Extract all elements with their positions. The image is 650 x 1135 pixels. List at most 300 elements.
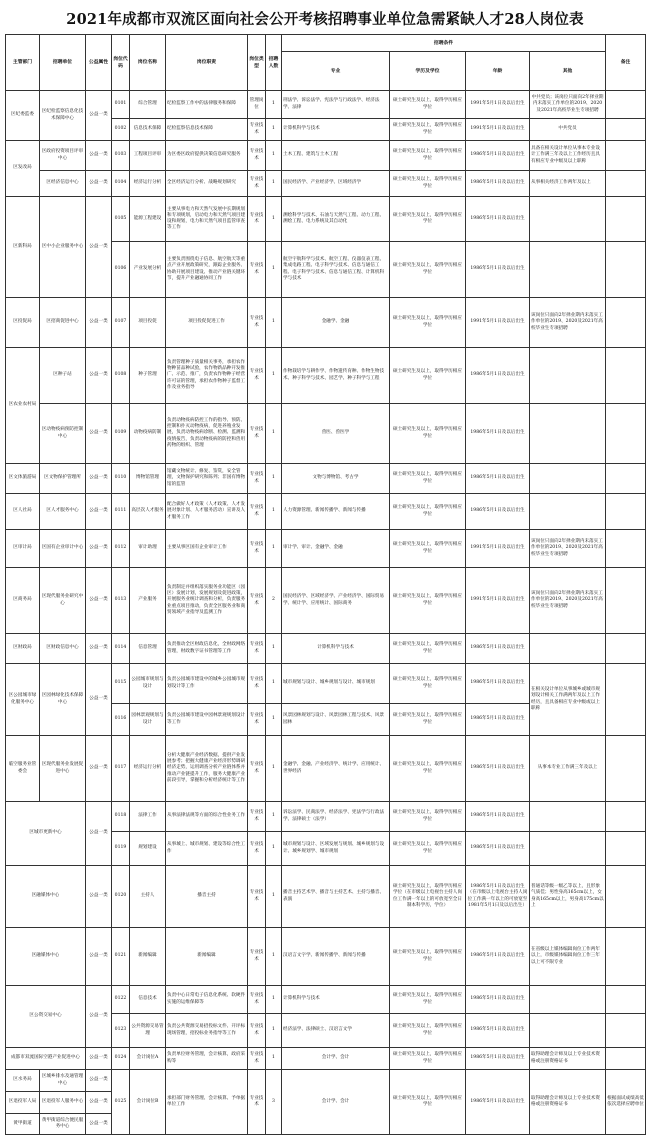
cell-code: 0106 — [112, 242, 130, 298]
cell-type: 专业技术 — [248, 171, 266, 197]
cell-age: 1986年5月1日及以后出生 — [466, 832, 530, 866]
cell-duty: 负责公园城市建设中的城乡公园城市规划设计等工作 — [166, 664, 248, 704]
cell-count: 2 — [266, 568, 282, 634]
cell-other — [530, 197, 606, 242]
cell-age: 1986年5月1日及以后出生 — [466, 494, 530, 530]
cell-remark — [606, 736, 646, 802]
cell-remark — [606, 91, 646, 119]
cell-code: 0125 — [112, 1070, 130, 1135]
table-row — [6, 986, 646, 1014]
cell-code: 0105 — [112, 197, 130, 242]
cell-remark — [606, 832, 646, 866]
cell-code: 0117 — [112, 736, 130, 802]
cell-name: 公园城市规划与设计 — [130, 664, 166, 704]
table-row — [6, 464, 646, 494]
cell-duty: 为区委区政府提供决策信息研究服务 — [166, 141, 248, 171]
cell-edu: 硕士研究生及以上，取得学历相应学位 — [390, 298, 466, 348]
cell-other — [530, 802, 606, 832]
table-row — [6, 141, 646, 171]
cell-edu: 硕士研究生及以上，取得学历相应学位 — [390, 568, 466, 634]
cell-type: 专业技术 — [248, 1014, 266, 1048]
cell-remark — [606, 530, 646, 568]
cell-duty: 分析大健康产业经济数据，提供产业发展参考；把握大健康产业经济形势调研经济走势，运用调查分析产业链体系并推动产业链提升工作，服务大健康产业前段引导，掌握和分析经济统计等工作 — [166, 736, 248, 802]
cell-nature: 公益一类 — [86, 141, 112, 171]
cell-name: 信息技术 — [130, 986, 166, 1014]
cell-edu: 硕士研究生及以上，取得学历相应学位 — [390, 141, 466, 171]
cell-other — [530, 986, 606, 1014]
table-row — [6, 802, 646, 832]
cell-age: 1986年5月1日及以后出生 — [466, 986, 530, 1014]
cell-duty: 负责公园城市建设中园林景观规划设计等工作 — [166, 704, 248, 736]
table-row — [6, 1048, 646, 1070]
col-other: 其他 — [530, 52, 606, 91]
cell-age: 1986年5月1日及以后出生 — [466, 1048, 530, 1070]
cell-code: 0103 — [112, 141, 130, 171]
cell-nature: 公益一类 — [86, 664, 112, 736]
cell-age: 1986年5月1日及以后出生 — [466, 664, 530, 704]
cell-nature: 公益一类 — [86, 634, 112, 664]
cell-dept: 区人社局 — [6, 494, 40, 530]
cell-age: 1986年5月1日及以后出生（在市级以上电视台主持人岗位工作满一年以上的可放宽至1981年5月1日及以后出生） — [466, 866, 530, 928]
cell-major: 风景园林规划与设计、风景园林工程与技术、风景园林 — [282, 704, 390, 736]
cell-nature: 公益一类 — [86, 1048, 112, 1070]
cell-edu: 硕士研究生及以上，取得学历相应学位 — [390, 986, 466, 1014]
cell-edu: 硕士研究生及以上，取得学历相应学位 — [390, 171, 466, 197]
cell-unit: 区纪检监察信息化技术保障中心 — [40, 91, 86, 141]
cell-dept: 区水务局 — [6, 1070, 40, 1092]
cell-age: 1986年5月1日及以后出生 — [466, 404, 530, 464]
cell-nature: 公益一类 — [86, 298, 112, 348]
cell-remark — [606, 197, 646, 242]
cell-type: 专业技术 — [248, 866, 266, 928]
cell-nature: 公益一类 — [86, 404, 112, 464]
cell-duty: 新闻编辑 — [166, 928, 248, 986]
cell-major: 文物与博物馆、考古学 — [282, 464, 390, 494]
cell-unit: 区种子站 — [40, 348, 86, 404]
cell-code: 0112 — [112, 530, 130, 568]
cell-other — [530, 464, 606, 494]
table-row — [6, 404, 646, 464]
cell-count: 1 — [266, 171, 282, 197]
cell-nature: 公益一类 — [86, 568, 112, 634]
cell-type: 专业技术 — [248, 1070, 266, 1135]
cell-other: 从事相关经济工作两年及以上 — [530, 171, 606, 197]
cell-dept: 区融媒体中心 — [6, 928, 86, 986]
cell-count: 1 — [266, 404, 282, 464]
cell-age: 1986年5月1日及以后出生 — [466, 1014, 530, 1048]
cell-code: 0104 — [112, 171, 130, 197]
cell-remark — [606, 1014, 646, 1048]
cell-major: 审计学、审计、金融学、金融 — [282, 530, 390, 568]
cell-nature: 公益一类 — [86, 866, 112, 928]
cell-type: 专业技术 — [248, 664, 266, 704]
cell-other: 取得助理会计师及以上专业技术资格或注册资格证书 — [530, 1070, 606, 1135]
cell-code: 0107 — [112, 298, 130, 348]
cell-dept: 区农业农村局 — [6, 348, 40, 464]
cell-other — [530, 494, 606, 530]
cell-name: 主持人 — [130, 866, 166, 928]
cell-name: 产业发展分析 — [130, 242, 166, 298]
col-conditions: 招聘条件 — [282, 35, 606, 52]
cell-edu: 硕士研究生及以上，取得学历相应学位 — [390, 91, 466, 119]
cell-duty: 负责公共资源交易招投标文件、开评标现场管理，招投标业务指导等工作 — [166, 1014, 248, 1048]
cell-major: 播音主持艺术学、播音与主持艺术、主持与播音、表演 — [282, 866, 390, 928]
cell-count: 1 — [266, 530, 282, 568]
cell-duty: 馆藏文物统计、修复、鉴赏，安全管理，文物保护研究和陈列；非国有博物馆的监管 — [166, 464, 248, 494]
cell-remark — [606, 1048, 646, 1070]
cell-duty: 负责制定并组织落实服务业功能区（园区）发展计划，发展规划及促进政策，开展服务业统计调查和分析，负责服务业重点项目推动，负责全区服务业和商贸领域产业指导及监测工作 — [166, 568, 248, 634]
cell-type: 专业技术 — [248, 704, 266, 736]
cell-nature: 公益一类 — [86, 1114, 112, 1135]
cell-dept: 区财政局 — [6, 634, 40, 664]
cell-edu: 硕士研究生及以上，取得学历相应学位 — [390, 736, 466, 802]
cell-unit: 区财政信息中心 — [40, 634, 86, 664]
cell-code: 0119 — [112, 832, 130, 866]
col-major: 专业 — [282, 52, 390, 91]
table-row — [6, 634, 646, 664]
cell-major: 会计学、会计 — [282, 1070, 390, 1135]
cell-count: 1 — [266, 1014, 282, 1048]
cell-count: 1 — [266, 298, 282, 348]
cell-nature: 公益一类 — [86, 171, 112, 197]
cell-type: 专业技术 — [248, 634, 266, 664]
cell-count: 1 — [266, 494, 282, 530]
cell-other: 取得助理会计师及以上专业技术资格或注册资格证书 — [530, 1048, 606, 1070]
cell-code: 0124 — [112, 1048, 130, 1070]
cell-count: 3 — [266, 1070, 282, 1135]
cell-major: 航空宇航科学与技术、航空工程、仪器仪表工程、集成电路工程、电子科学与技术、信息与通信工程、电子科学与技术、信息与通信工程、计算机科学与技术 — [282, 242, 390, 298]
cell-name: 经济运行分析 — [130, 171, 166, 197]
cell-other: 该岗位只面向2年择业期内未落实工作单位的2019、2020及2021年高校毕业生专项招聘 — [530, 530, 606, 568]
table-row — [6, 1070, 646, 1092]
cell-remark — [606, 348, 646, 404]
cell-type: 专业技术 — [248, 928, 266, 986]
cell-age: 1986年5月1日及以后出生 — [466, 242, 530, 298]
cell-count: 1 — [266, 832, 282, 866]
cell-count: 1 — [266, 464, 282, 494]
cell-age: 1991年5月1日及以后出生 — [466, 119, 530, 141]
page-title: 2021年成都市双流区面向社会公开考核招聘事业单位急需紧缺人才28人岗位表 — [66, 11, 584, 28]
cell-name: 综合管理 — [130, 91, 166, 119]
cell-other: 该岗位只面向2年择业期内未落实工作单位的2019、2020及2021年高校毕业生专项招聘 — [530, 298, 606, 348]
cell-edu: 硕士研究生及以上，取得学历相应学位 — [390, 1014, 466, 1048]
header-row — [6, 35, 646, 52]
cell-nature: 公益一类 — [86, 348, 112, 404]
cell-edu: 硕士研究生及以上，取得学历相应学位 — [390, 197, 466, 242]
cell-type: 专业技术 — [248, 986, 266, 1014]
col-count: 招聘人数 — [266, 35, 282, 91]
cell-edu: 硕士研究生及以上，取得学历相应学位 — [390, 494, 466, 530]
cell-remark — [606, 242, 646, 298]
cell-name: 产业服务 — [130, 568, 166, 634]
cell-edu: 硕士研究生及以上，取得学历相应学位 — [390, 464, 466, 494]
cell-edu: 硕士研究生及以上，取得学历相应学位 — [390, 704, 466, 736]
cell-major: 城市规划与设计、区域发展与规划、城乡规划与设计、城乡规划学、城市规划 — [282, 832, 390, 866]
cell-other: 该岗位只面向2年择业期内未落实工作单位的2019、2020及2021年高校毕业生专项招聘 — [530, 568, 606, 634]
cell-dept: 区审计局 — [6, 530, 40, 568]
cell-edu: 硕士研究生及以上，取得学历相应学位 — [390, 530, 466, 568]
cell-remark — [606, 664, 646, 736]
cell-duty: 承担部门财务管理、会计核算、予单据单位工作 — [166, 1070, 248, 1135]
cell-major: 人力资源管理、新闻传播学、新闻与传播 — [282, 494, 390, 530]
cell-count: 1 — [266, 704, 282, 736]
cell-unit: 区退役军人服务中心 — [40, 1092, 86, 1114]
cell-remark: 根据面试成绩高低依次选择应聘单位 — [606, 1070, 646, 1135]
table-row — [6, 171, 646, 197]
cell-major: 土木工程、建筑与土木工程 — [282, 141, 390, 171]
cell-other — [530, 404, 606, 464]
cell-major: 经济法学、法律硕士、汉语言文学 — [282, 1014, 390, 1048]
cell-count: 1 — [266, 664, 282, 704]
table-row — [6, 298, 646, 348]
cell-other: 在省级以上媒体编辑岗位工作两年以上，市级媒体编辑岗位工作三年以上可不限专业 — [530, 928, 606, 986]
cell-count: 1 — [266, 802, 282, 832]
cell-name: 高层次人才服务 — [130, 494, 166, 530]
cell-code: 0109 — [112, 404, 130, 464]
cell-unit: 区城乡排水及通管理中心 — [40, 1070, 86, 1092]
cell-other: 具备在相关设计单位从事本专业设计工作满三年及以上工作经历且具有相应专业中级及以上职称 — [530, 141, 606, 171]
cell-unit: 区经济信息中心 — [40, 171, 86, 197]
cell-code: 0116 — [112, 704, 130, 736]
cell-major: 汉语言文字学、新闻传播学、新闻与传播 — [282, 928, 390, 986]
col-name: 岗位名称 — [130, 35, 166, 91]
cell-count: 1 — [266, 866, 282, 928]
cell-duty: 纪检监察工作中的法律服务和保障 — [166, 91, 248, 119]
cell-unit: 区园林绿化技术保障中心 — [40, 664, 86, 736]
cell-name: 会计岗位B — [130, 1070, 166, 1135]
cell-unit: 区动物疫病预防控制中心 — [40, 404, 86, 464]
cell-type: 专业技术 — [248, 802, 266, 832]
cell-duty: 负责推动全区财政信息化，全财政网络管理，财政数字证书管理等工作 — [166, 634, 248, 664]
cell-nature: 公益一类 — [86, 91, 112, 141]
cell-name: 会计岗位A — [130, 1048, 166, 1070]
cell-dept: 区投促局 — [6, 298, 40, 348]
cell-name: 规划建设 — [130, 832, 166, 866]
cell-edu: 硕士研究生及以上，取得学历相应学位（在市级以上电视台主持人岗位工作满一年以上的可放宽至全日制本科学历，学位） — [390, 866, 466, 928]
table-row — [6, 91, 646, 119]
cell-other: 在相关设计单位从事城乡或城市规划设计相关工作满两年及以上工作经历，且具备相应专业中级或以上职称 — [530, 664, 606, 736]
cell-major: 刑法学、诉讼法学、宪法学与行政法学、经济法学、法律 — [282, 91, 390, 119]
cell-name: 工程项目评审 — [130, 141, 166, 171]
cell-age: 1986年5月1日及以后出生 — [466, 171, 530, 197]
cell-edu: 硕士研究生及以上，取得学历相应学位 — [390, 832, 466, 866]
cell-edu: 硕士研究生及以上，取得学历相应学位 — [390, 404, 466, 464]
cell-duty: 从事城上、城市规划、建设等综合性工作 — [166, 832, 248, 866]
cell-major: 兽医、兽医学 — [282, 404, 390, 464]
cell-duty: 负责管理种子质量相关事务，承担农作物种苗品种试验，农作物新品种开发推广、示范、推广，负责农作物种子经营许可证的管理，承担农作物种子监督工作及业务指导 — [166, 348, 248, 404]
cell-code: 0114 — [112, 634, 130, 664]
cell-nature: 公益一类 — [86, 928, 112, 986]
cell-age: 1986年5月1日及以后出生 — [466, 197, 530, 242]
cell-major: 计算机科学与技术 — [282, 986, 390, 1014]
cell-remark — [606, 404, 646, 464]
cell-name: 新闻编辑 — [130, 928, 166, 986]
cell-dept: 区退役军人局 — [6, 1092, 40, 1114]
cell-type: 专业技术 — [248, 568, 266, 634]
cell-code: 0115 — [112, 664, 130, 704]
table-row — [6, 530, 646, 568]
cell-type: 专业技术 — [248, 404, 266, 464]
cell-nature: 公益一类 — [86, 197, 112, 298]
col-type: 岗位类型 — [248, 35, 266, 91]
cell-remark — [606, 928, 646, 986]
cell-other: 普通话等级一级乙等以上，且形象气质佳；男性身高165cm以上，女身高165cm以上，男身高175cm以上 — [530, 866, 606, 928]
cell-remark — [606, 568, 646, 634]
cell-remark — [606, 634, 646, 664]
cell-name: 信息技术保障 — [130, 119, 166, 141]
cell-edu: 硕士研究生及以上，取得学历相应学位 — [390, 242, 466, 298]
cell-age: 1991年5月1日及以后出生 — [466, 530, 530, 568]
cell-count: 1 — [266, 736, 282, 802]
cell-count: 1 — [266, 197, 282, 242]
cell-age: 1986年5月1日及以后出生 — [466, 634, 530, 664]
cell-dept: 成都市双流国际空港产业促进中心 — [6, 1048, 86, 1070]
cell-duty: 从事法律法规等方面的综合性业务工作 — [166, 802, 248, 832]
cell-type: 专业技术 — [248, 832, 266, 866]
cell-duty: 负责单位财务管理，会计核算，政府采购等 — [166, 1048, 248, 1070]
cell-major: 计算机科学与技术 — [282, 634, 390, 664]
cell-remark — [606, 171, 646, 197]
cell-type: 管理岗位 — [248, 91, 266, 119]
cell-nature: 公益一类 — [86, 802, 112, 866]
table-row — [6, 494, 646, 530]
cell-dept: 区商务局 — [6, 568, 40, 634]
cell-type: 专业技术 — [248, 530, 266, 568]
col-nature: 公益属性 — [86, 35, 112, 91]
cell-code: 0120 — [112, 866, 130, 928]
cell-remark — [606, 464, 646, 494]
table-row — [6, 736, 646, 802]
cell-name: 审计助理 — [130, 530, 166, 568]
cell-unit: 区文物保护管理所 — [40, 464, 86, 494]
col-unit: 招聘单位 — [40, 35, 86, 91]
cell-duty: 纪检监察信息技术保障 — [166, 119, 248, 141]
cell-code: 0110 — [112, 464, 130, 494]
cell-type: 专业技术 — [248, 464, 266, 494]
cell-edu: 硕士研究生及以上，取得学历相应学位 — [390, 1070, 466, 1135]
cell-nature: 公益一类 — [86, 986, 112, 1048]
cell-dept: 区城市更新中心 — [6, 802, 86, 866]
cell-count: 1 — [266, 634, 282, 664]
cell-other — [530, 634, 606, 664]
cell-age: 1986年5月1日及以后出生 — [466, 348, 530, 404]
col-edu: 学历及学位 — [390, 52, 466, 91]
cell-nature: 公益一类 — [86, 530, 112, 568]
cell-major: 城市规划与设计、城乡规划与设计、城市规划 — [282, 664, 390, 704]
cell-age: 1986年5月1日及以后出生 — [466, 802, 530, 832]
cell-dept: 区融媒体中心 — [6, 866, 86, 928]
cell-age: 1991年5月1日及以后出生 — [466, 91, 530, 119]
cell-other: 中共党员 — [530, 119, 606, 141]
cell-unit: 区现代服务业研究中心 — [40, 568, 86, 634]
cell-dept: 区公园城市绿化服务中心 — [6, 664, 40, 736]
cell-name: 法律工作 — [130, 802, 166, 832]
cell-type: 专业技术 — [248, 736, 266, 802]
cell-duty: 全区经济运行分析、战略规划研究 — [166, 171, 248, 197]
cell-type: 专业技术 — [248, 197, 266, 242]
cell-type: 专业技术 — [248, 348, 266, 404]
cell-other — [530, 1014, 606, 1048]
cell-name: 经济运行分析 — [130, 736, 166, 802]
cell-unit: 区人才服务中心 — [40, 494, 86, 530]
cell-unit: 黄甲街道综合便民服务中心 — [40, 1114, 86, 1135]
col-dept: 主管部门 — [6, 35, 40, 91]
cell-dept: 区新科局 — [6, 197, 40, 298]
cell-major: 测绘科学与技术、石油与天然气工程、动力工程、测绘工程、电力系统及其自动化 — [282, 197, 390, 242]
cell-count: 1 — [266, 348, 282, 404]
cell-count: 1 — [266, 141, 282, 171]
cell-name: 项目投促 — [130, 298, 166, 348]
cell-dept: 区文体旅游局 — [6, 464, 40, 494]
table-row — [6, 928, 646, 986]
cell-code: 0123 — [112, 1014, 130, 1048]
cell-remark — [606, 141, 646, 171]
cell-type: 专业技术 — [248, 141, 266, 171]
table-row — [6, 866, 646, 928]
cell-name: 信息管理 — [130, 634, 166, 664]
cell-other: 从事本专业工作满三年及以上 — [530, 736, 606, 802]
cell-major: 国民经济学、产业经济学、区域经济学 — [282, 171, 390, 197]
cell-age: 1986年5月1日及以后出生 — [466, 736, 530, 802]
cell-duty: 配合做好人才政策（人才政策、人才发展对象计划、人才服务活动）宣讲及人才服务工作 — [166, 494, 248, 530]
cell-major: 国民经济学、区域经济学、产业经济学、国际贸易学、统计学、应用统计、国际商务 — [282, 568, 390, 634]
cell-edu: 硕士研究生及以上，取得学历相应学位 — [390, 119, 466, 141]
cell-count: 1 — [266, 91, 282, 119]
cell-duty: 播音主持 — [166, 866, 248, 928]
cell-major: 作物栽培学与耕作学、作物遗传育种、作物生物技术、种子科学与技术、园艺学、种子科学与工程 — [282, 348, 390, 404]
col-duty: 岗位职责 — [166, 35, 248, 91]
cell-code: 0113 — [112, 568, 130, 634]
cell-count: 1 — [266, 242, 282, 298]
cell-age: 1986年5月1日及以后出生 — [466, 141, 530, 171]
cell-remark — [606, 866, 646, 928]
cell-count: 1 — [266, 119, 282, 141]
cell-duty: 项目投促促进工作 — [166, 298, 248, 348]
cell-nature: 公益一类 — [86, 736, 112, 802]
cell-major: 会计学、会计 — [282, 1048, 390, 1070]
cell-code: 0121 — [112, 928, 130, 986]
cell-remark — [606, 986, 646, 1014]
cell-edu: 硕士研究生及以上，取得学历相应学位 — [390, 802, 466, 832]
cell-dept: 区发改局 — [6, 141, 40, 197]
cell-dept: 区纪委监委 — [6, 91, 40, 141]
cell-dept: 黄甲街道 — [6, 1114, 40, 1135]
job-table — [5, 34, 646, 1135]
cell-type: 专业技术 — [248, 242, 266, 298]
col-code: 岗位代码 — [112, 35, 130, 91]
cell-code: 0102 — [112, 119, 130, 141]
cell-age: 1991年5月1日及以后出生 — [466, 298, 530, 348]
cell-nature: 公益一类 — [86, 494, 112, 530]
cell-duty: 主要从事电力和天然气发展中长期规划和专项规划，启动电力和天然气项目建设和规划，电力和天然气项目监管审查等工作 — [166, 197, 248, 242]
table-row — [6, 197, 646, 242]
cell-count: 1 — [266, 928, 282, 986]
cell-unit: 区国有企业审计中心 — [40, 530, 86, 568]
cell-name: 种子管理 — [130, 348, 166, 404]
cell-edu: 硕士研究生及以上，取得学历相应学位 — [390, 664, 466, 704]
cell-remark — [606, 802, 646, 832]
cell-duty: 主要负责围绕电子信息、航空航天等重点产业开展政策研究，跟踪企业服务、协助开展项目建设、推动产业链关键环节，提升产业融通协同工作 — [166, 242, 248, 298]
cell-code: 0122 — [112, 986, 130, 1014]
cell-age: 1986年5月1日及以后出生 — [466, 928, 530, 986]
cell-unit: 区中小企业服务中心 — [40, 197, 86, 298]
cell-count: 1 — [266, 1048, 282, 1070]
cell-unit: 区政府投资项目评审中心 — [40, 141, 86, 171]
cell-code: 0108 — [112, 348, 130, 404]
table-row — [6, 664, 646, 704]
cell-other — [530, 832, 606, 866]
cell-name: 公共资源交易管理 — [130, 1014, 166, 1048]
